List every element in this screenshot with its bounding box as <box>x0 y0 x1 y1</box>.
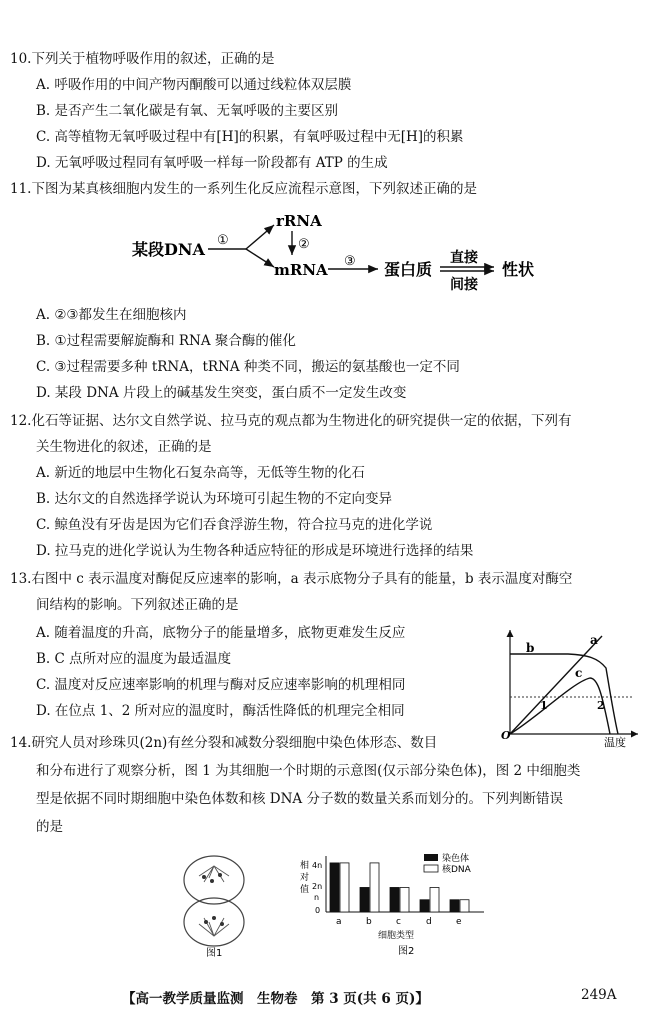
graph-xlabel: 温度 <box>604 736 626 749</box>
diagram-indirect: 间接 <box>450 277 478 293</box>
diagram-trait: 性状 <box>502 260 535 279</box>
diagram-step3: ③ <box>344 254 356 269</box>
fig2-bar-c-dna <box>400 887 409 912</box>
q13-option-d: D. 在位点 1、2 所对应的温度时，酶活性降低的机理完全相同 <box>36 703 405 719</box>
diagram-rrna: rRNA <box>276 212 322 230</box>
fig2-tick-n: n <box>314 893 320 902</box>
graph-label-a: a <box>590 633 598 647</box>
figure1-caption: 图1 <box>206 948 223 959</box>
fig2-category-a: a <box>336 917 342 927</box>
q14-figure1-cell <box>174 852 254 962</box>
fig2-bar-e-chromosome <box>450 900 459 912</box>
fig2-ylabel-3: 值 <box>300 885 310 895</box>
footer-code: 249A <box>581 987 617 1003</box>
fig2-xlabel: 细胞类型 <box>378 931 415 941</box>
diagram-step1: ① <box>217 233 229 248</box>
graph-label-b: b <box>526 641 535 655</box>
diagram-step2: ② <box>298 237 310 252</box>
fig2-bar-b-chromosome <box>360 887 369 912</box>
fig2-tick-4n: 4n <box>312 861 323 870</box>
graph-label-c: c <box>575 666 583 680</box>
q12-option-a: A. 新近的地层中生物化石复杂高等，无低等生物的化石 <box>36 465 365 481</box>
q13-enzyme-graph <box>498 622 643 747</box>
q12-stem-line1: 12.化石等证据、达尔文自然学说、拉马克的观点都为生物进化的研究提供一定的依据，下列有 <box>10 413 572 429</box>
fig2-category-d: d <box>426 917 432 927</box>
fig2-ylabel-2: 对 <box>300 873 310 883</box>
fig2-legend-dna: 核DNA <box>442 865 471 875</box>
diagram-dna: 某段DNA <box>132 240 205 259</box>
q11-option-a: A. ②③都发生在细胞核内 <box>36 307 187 323</box>
q10-option-d: D. 无氧呼吸过程同有氧呼吸一样每一阶段都有 ATP 的生成 <box>36 155 388 171</box>
q13-option-a: A. 随着温度的升高，底物分子的能量增多，底物更难发生反应 <box>36 625 406 641</box>
q12-option-d: D. 拉马克的进化学说认为生物各种适应特征的形成是环境进行选择的结果 <box>36 543 474 559</box>
q14-figure2-chart <box>298 850 498 965</box>
q12-stem-line2: 关生物进化的叙述，正确的是 <box>36 439 212 455</box>
q11-option-d: D. 某段 DNA 片段上的碱基发生突变，蛋白质不一定发生改变 <box>36 385 407 401</box>
fig2-bar-d-chromosome <box>420 900 429 912</box>
q14-stem-line3: 型是依据不同时期细胞中染色体数和核 DNA 分子数的数量关系而划分的。下列判断错误 <box>36 791 563 807</box>
fig2-bar-b-dna <box>370 863 379 912</box>
q11-flow-diagram <box>0 205 648 295</box>
q10-option-b: B. 是否产生二氧化碳是有氧、无氧呼吸的主要区别 <box>36 103 339 119</box>
q11-option-b: B. ①过程需要解旋酶和 RNA 聚合酶的催化 <box>36 333 296 349</box>
q11-option-c: C. ③过程需要多种 tRNA，tRNA 种类不同，搬运的氨基酸也一定不同 <box>36 359 460 375</box>
fig2-bar-a-chromosome <box>330 863 339 912</box>
q12-option-b: B. 达尔文的自然选择学说认为环境可引起生物的不定向变异 <box>36 491 393 507</box>
q14-stem-line1: 14.研究人员对珍珠贝(2n)有丝分裂和减数分裂细胞中染色体形态、数目 <box>10 735 438 751</box>
fig2-tick-2n: 2n <box>312 882 323 891</box>
q10-stem: 10.下列关于植物呼吸作用的叙述，正确的是 <box>10 51 275 67</box>
fig2-category-b: b <box>366 917 372 927</box>
fig2-category-c: c <box>396 917 401 927</box>
graph-label-1: 1 <box>540 699 548 712</box>
graph-label-2: 2 <box>597 699 605 712</box>
q14-stem-line2: 和分布进行了观察分析，图 1 为其细胞一个时期的示意图(仅示部分染色体)，图 2 中细胞类 <box>36 763 581 779</box>
fig2-category-e: e <box>456 917 462 927</box>
q14-stem-line4: 的是 <box>36 819 63 835</box>
fig2-legend-chrom: 染色体 <box>442 854 470 864</box>
q13-option-c: C. 温度对反应速率影响的机理与酶对反应速率影响的机理相同 <box>36 677 406 693</box>
q11-stem: 11.下图为某真核细胞内发生的一系列生化反应流程示意图，下列叙述正确的是 <box>10 181 477 197</box>
graph-origin: O <box>501 729 511 742</box>
fig2-bar-a-dna <box>340 863 349 912</box>
q10-option-a: A. 呼吸作用的中间产物丙酮酸可以通过线粒体双层膜 <box>36 77 352 93</box>
q10-option-c: C. 高等植物无氧呼吸过程中有[H]的积累，有氧呼吸过程中无[H]的积累 <box>36 129 464 145</box>
fig2-bar-e-dna <box>460 900 469 912</box>
diagram-direct: 直接 <box>450 250 478 266</box>
diagram-mrna: mRNA <box>274 261 328 279</box>
fig2-bar-c-chromosome <box>390 887 399 912</box>
fig2-ylabel-1: 相 <box>300 861 310 871</box>
q12-option-c: C. 鲸鱼没有牙齿是因为它们吞食浮游生物，符合拉马克的进化学说 <box>36 517 433 533</box>
fig2-bar-d-dna <box>430 887 439 912</box>
q13-stem-line2: 间结构的影响。下列叙述正确的是 <box>36 597 239 613</box>
fig2-tick-0: 0 <box>315 906 321 915</box>
q13-stem-line1: 13.右图中 c 表示温度对酶促反应速率的影响，a 表示底物分子具有的能量，b 表示温度对酶空 <box>10 571 573 587</box>
q13-option-b: B. C 点所对应的温度为最适温度 <box>36 651 232 667</box>
fig2-caption: 图2 <box>398 946 415 957</box>
diagram-protein: 蛋白质 <box>384 260 433 279</box>
footer-title: 【高一教学质量监测 生物卷 第 3 页(共 6 页)】 <box>122 991 429 1007</box>
